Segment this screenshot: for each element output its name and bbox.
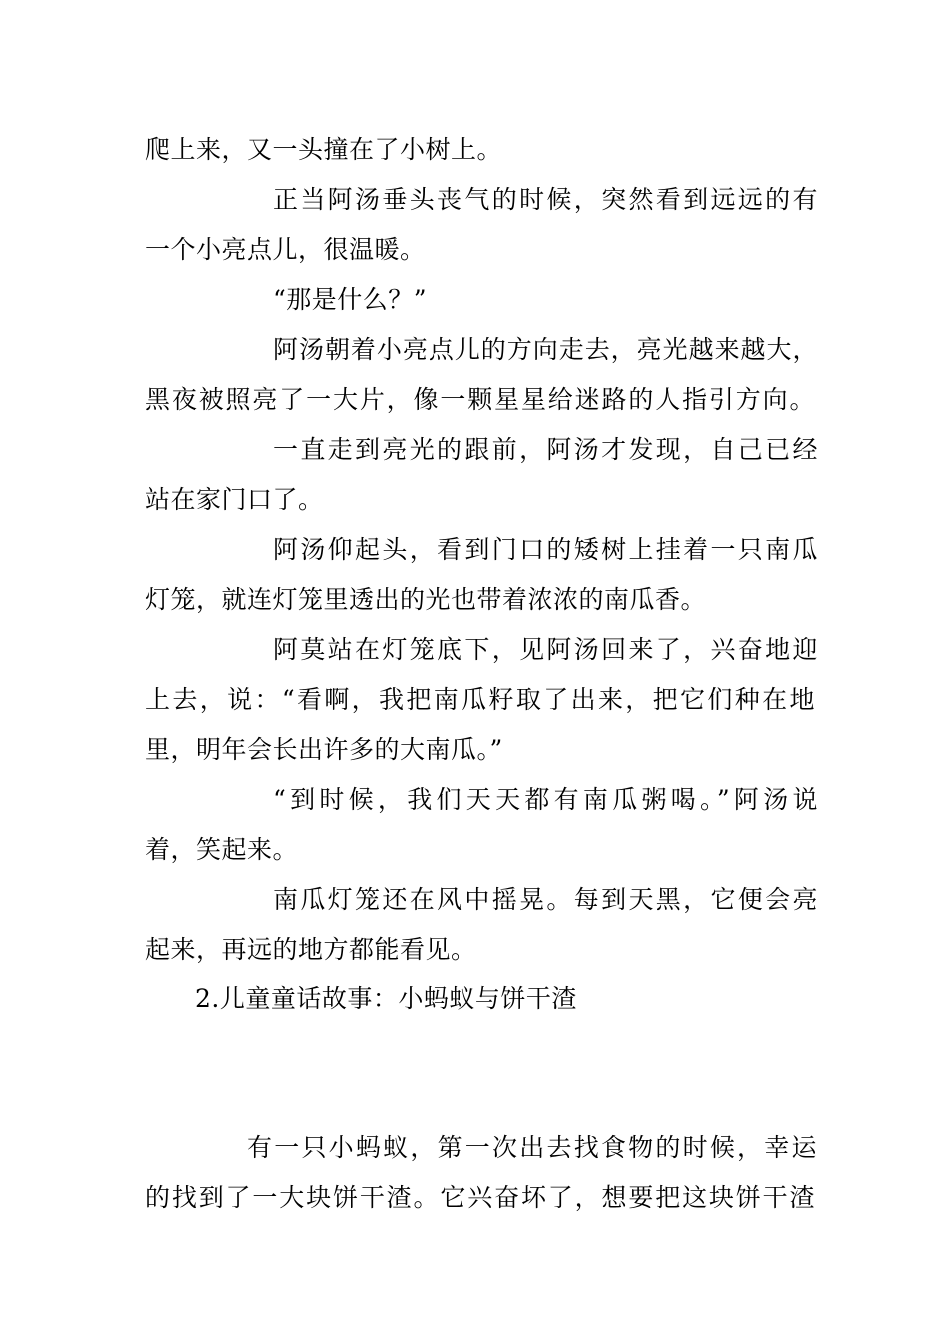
paragraph-line: 上去，说：“看啊，我把南瓜籽取了出来，把它们种在地 — [145, 685, 815, 714]
paragraph-line: 南瓜灯笼还在风中摇晃。每到天黑，它便会亮 — [273, 885, 818, 914]
paragraph-line: 起来，再远的地方都能看见。 — [145, 935, 477, 964]
paragraph-line: 一个小亮点儿，很温暖。 — [145, 235, 426, 264]
paragraph-line: 有一只小蚂蚁，第一次出去找食物的时候，幸运 — [247, 1133, 817, 1162]
paragraph-line: 爬上来，又一头撞在了小树上。 — [145, 135, 503, 164]
paragraph-line: 里，明年会长出许多的大南瓜。” — [145, 735, 503, 764]
paragraph-line: 的找到了一大块饼干渣。它兴奋坏了，想要把这块饼干渣 — [145, 1183, 815, 1212]
paragraph-line: 灯笼，就连灯笼里透出的光也带着浓浓的南瓜香。 — [145, 585, 707, 614]
paragraph-line: 阿汤仰起头，看到门口的矮树上挂着一只南瓜 — [273, 535, 818, 564]
paragraph-line: 一直走到亮光的跟前，阿汤才发现，自己已经 — [273, 435, 818, 464]
paragraph-line: 着，笑起来。 — [145, 835, 299, 864]
paragraph-line: 阿莫站在灯笼底下，见阿汤回来了，兴奋地迎 — [273, 635, 818, 664]
section-heading: 2.儿童童话故事：小蚂蚁与饼干渣 — [195, 984, 577, 1013]
dialogue-line: “到时候，我们天天都有南瓜粥喝。”阿汤说 — [273, 785, 818, 814]
dialogue-line: “那是什么？” — [273, 285, 428, 314]
paragraph-line: 黑夜被照亮了一大片，像一颗星星给迷路的人指引方向。 — [145, 385, 815, 414]
paragraph-line: 站在家门口了。 — [145, 485, 324, 514]
paragraph-line: 正当阿汤垂头丧气的时候，突然看到远远的有 — [273, 185, 818, 214]
paragraph-line: 阿汤朝着小亮点儿的方向走去，亮光越来越大， — [273, 335, 818, 364]
